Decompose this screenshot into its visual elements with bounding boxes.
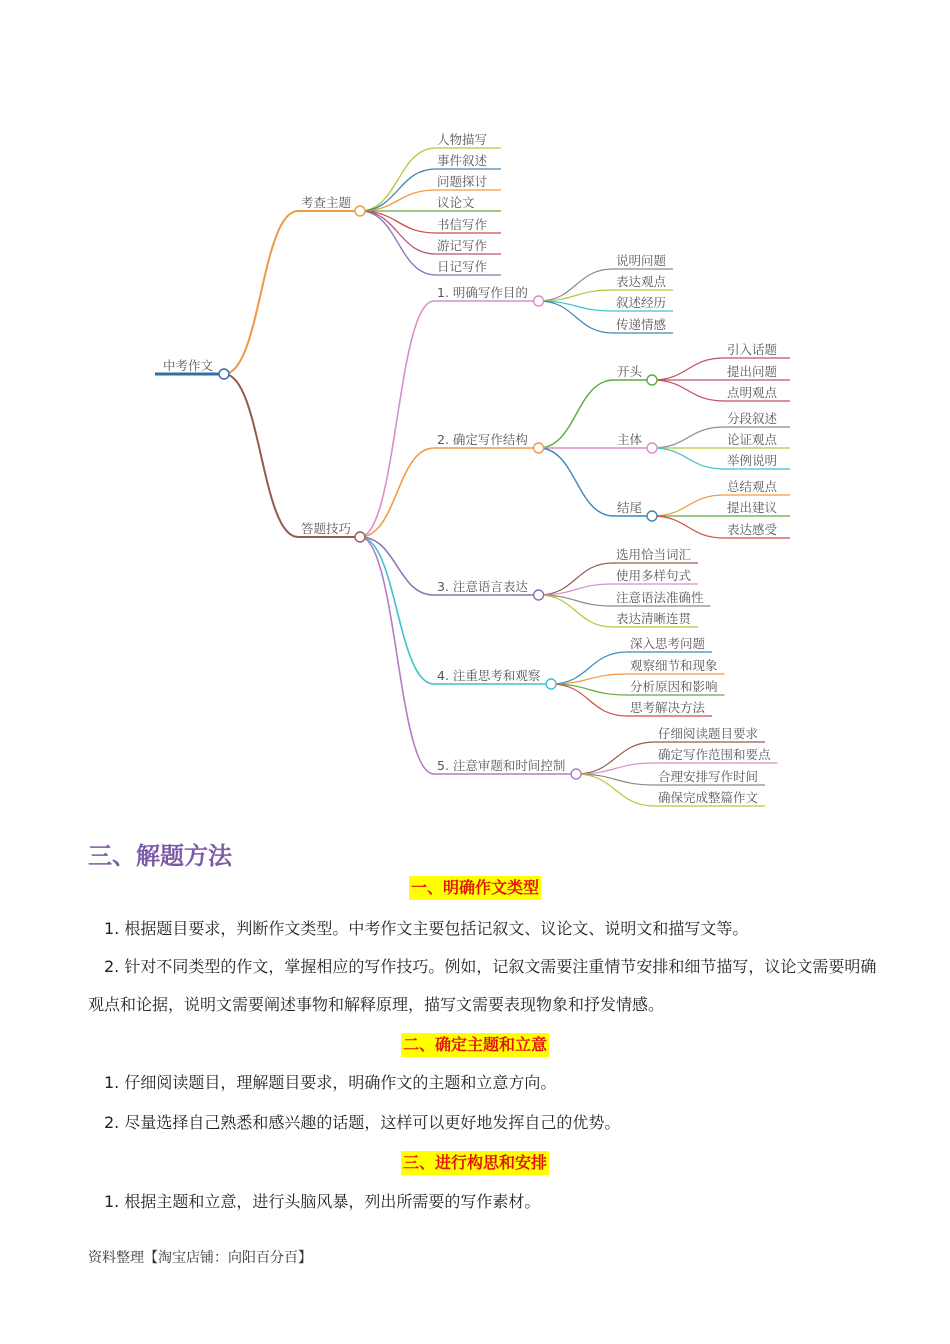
branch-curve-topics	[224, 211, 298, 374]
structure-leaf-label: 提出问题	[727, 364, 778, 379]
topic-leaf-label: 事件叙述	[437, 153, 488, 168]
sub-branch-curve	[360, 301, 434, 537]
sub-branch-knob[interactable]	[534, 296, 544, 306]
tip-leaf-label: 传递情感	[616, 317, 667, 332]
topic-leaf-label: 议论文	[437, 195, 475, 210]
topic-curve	[360, 211, 436, 233]
paragraph-1-text: 1. 根据题目要求，判断作文类型。中考作文主要包括记叙文、议论文、说明文和描写文等。	[104, 919, 749, 938]
paragraph-2-text: 2. 针对不同类型的作文，掌握相应的写作技巧。例如，记叙文需要注重情节安排和细节描写，议论文需要明确观点和论据，说明文需要阐述事物和解释原理，描写文需要表现物象和抒发情感。	[88, 957, 877, 1014]
sub-branch-curve	[360, 537, 434, 774]
tip-leaf-label: 分析原因和影响	[630, 679, 718, 694]
structure-leaf-label: 举例说明	[727, 453, 778, 468]
topic-curve	[360, 190, 436, 211]
structure-label: 结尾	[617, 500, 643, 515]
tip-leaf-label: 表达清晰连贯	[616, 611, 692, 626]
structure-leaf-curve	[652, 427, 724, 448]
branch-knob-skills[interactable]	[355, 532, 365, 542]
sub-branch-label: 1. 明确写作目的	[437, 285, 528, 300]
subheading-1: 一、明确作文类型	[409, 876, 541, 900]
topic-curve	[360, 211, 436, 275]
structure-leaf-label: 表达感受	[727, 522, 778, 537]
topic-leaf-label: 日记写作	[437, 259, 488, 274]
branch-curve-skills	[224, 374, 298, 537]
structure-leaf-label: 总结观点	[727, 479, 778, 494]
sub-branch-knob[interactable]	[546, 679, 556, 689]
tip-leaf-label: 叙述经历	[616, 295, 667, 310]
tip-leaf-label: 观察细节和现象	[630, 658, 718, 673]
structure-leaf-curve	[652, 495, 724, 516]
sub-branch-curve	[360, 448, 434, 537]
tip-leaf-label: 确保完成整篇作文	[658, 790, 759, 805]
tip-leaf-label: 确定写作范围和要点	[658, 747, 771, 762]
subheading-2-wrap	[0, 1033, 950, 1057]
paragraph-4	[88, 1104, 878, 1142]
topic-leaf-label: 问题探讨	[437, 174, 488, 189]
tip-leaf-label: 注意语法准确性	[616, 590, 704, 605]
topic-leaf-label: 游记写作	[437, 238, 488, 253]
structure-leaf-curve	[652, 358, 724, 380]
sub-branch-label: 4. 注重思考和观察	[437, 668, 541, 683]
paragraph-3	[88, 1064, 878, 1102]
topic-leaf-label: 书信写作	[437, 217, 488, 232]
subheading-3-wrap	[0, 1151, 950, 1175]
tip-leaf-curve	[576, 774, 655, 806]
root-node-label: 中考作文	[163, 358, 214, 373]
paragraph-4-text: 2. 尽量选择自己熟悉和感兴趣的话题，这样可以更好地发挥自己的优势。	[104, 1113, 621, 1132]
topic-curve	[360, 169, 436, 211]
structure-curve	[539, 448, 614, 516]
tip-leaf-label: 合理安排写作时间	[658, 769, 759, 784]
branch-label-topics: 考查主题	[301, 195, 352, 210]
structure-leaf-curve	[652, 448, 724, 469]
tip-leaf-curve	[539, 269, 613, 301]
tip-leaf-label: 仔细阅读题目要求	[658, 726, 759, 741]
structure-leaf-label: 论证观点	[727, 432, 778, 447]
tip-leaf-label: 使用多样句式	[616, 568, 692, 583]
paragraph-2	[88, 948, 878, 1024]
structure-leaf-curve	[652, 380, 724, 401]
structure-curve	[539, 380, 614, 448]
structure-label: 主体	[617, 432, 643, 447]
tip-leaf-curve	[539, 563, 613, 595]
paragraph-5	[88, 1183, 878, 1221]
root-knob[interactable]	[219, 369, 229, 379]
structure-leaf-label: 提出建议	[727, 500, 778, 515]
paragraph-5-text: 1. 根据主题和立意，进行头脑风暴，列出所需要的写作素材。	[104, 1192, 541, 1211]
structure-leaf-label: 引入话题	[727, 342, 778, 357]
section-title: 三、解题方法	[88, 842, 232, 870]
topic-leaf-label: 人物描写	[437, 132, 488, 147]
structure-label: 开头	[617, 364, 643, 379]
sub-branch-knob[interactable]	[571, 769, 581, 779]
structure-leaf-label: 分段叙述	[727, 411, 778, 426]
paragraph-1	[88, 910, 878, 948]
structure-leaf-curve	[652, 516, 724, 538]
paragraph-3-text: 1. 仔细阅读题目，理解题目要求，明确作文的主题和立意方向。	[104, 1073, 557, 1092]
structure-knob[interactable]	[647, 443, 657, 453]
tip-leaf-label: 深入思考问题	[630, 636, 706, 651]
subheading-1-wrap	[0, 876, 950, 900]
tip-leaf-label: 说明问题	[616, 253, 667, 268]
tip-leaf-curve	[576, 742, 655, 774]
subheading-2: 二、确定主题和立意	[401, 1033, 549, 1057]
sub-branch-knob[interactable]	[534, 443, 544, 453]
tip-leaf-curve	[551, 684, 627, 716]
sub-branch-label: 3. 注意语言表达	[437, 579, 528, 594]
structure-leaf-label: 点明观点	[727, 385, 778, 400]
tip-leaf-label: 选用恰当词汇	[616, 547, 692, 562]
branch-label-skills: 答题技巧	[301, 521, 352, 536]
tip-leaf-curve	[539, 595, 613, 627]
sub-branch-label: 2. 确定写作结构	[437, 432, 528, 447]
footer-source: 资料整理【淘宝店铺：向阳百分百】	[88, 1250, 312, 1266]
branch-knob-topics[interactable]	[355, 206, 365, 216]
subheading-3: 三、进行构思和安排	[401, 1151, 549, 1175]
structure-knob[interactable]	[647, 375, 657, 385]
tip-leaf-label: 思考解决方法	[630, 700, 706, 715]
sub-branch-curve	[360, 537, 434, 684]
sub-branch-label: 5. 注意审题和时间控制	[437, 758, 566, 773]
sub-branch-knob[interactable]	[534, 590, 544, 600]
tip-leaf-label: 表达观点	[616, 274, 667, 289]
topic-curve	[360, 148, 436, 211]
structure-knob[interactable]	[647, 511, 657, 521]
